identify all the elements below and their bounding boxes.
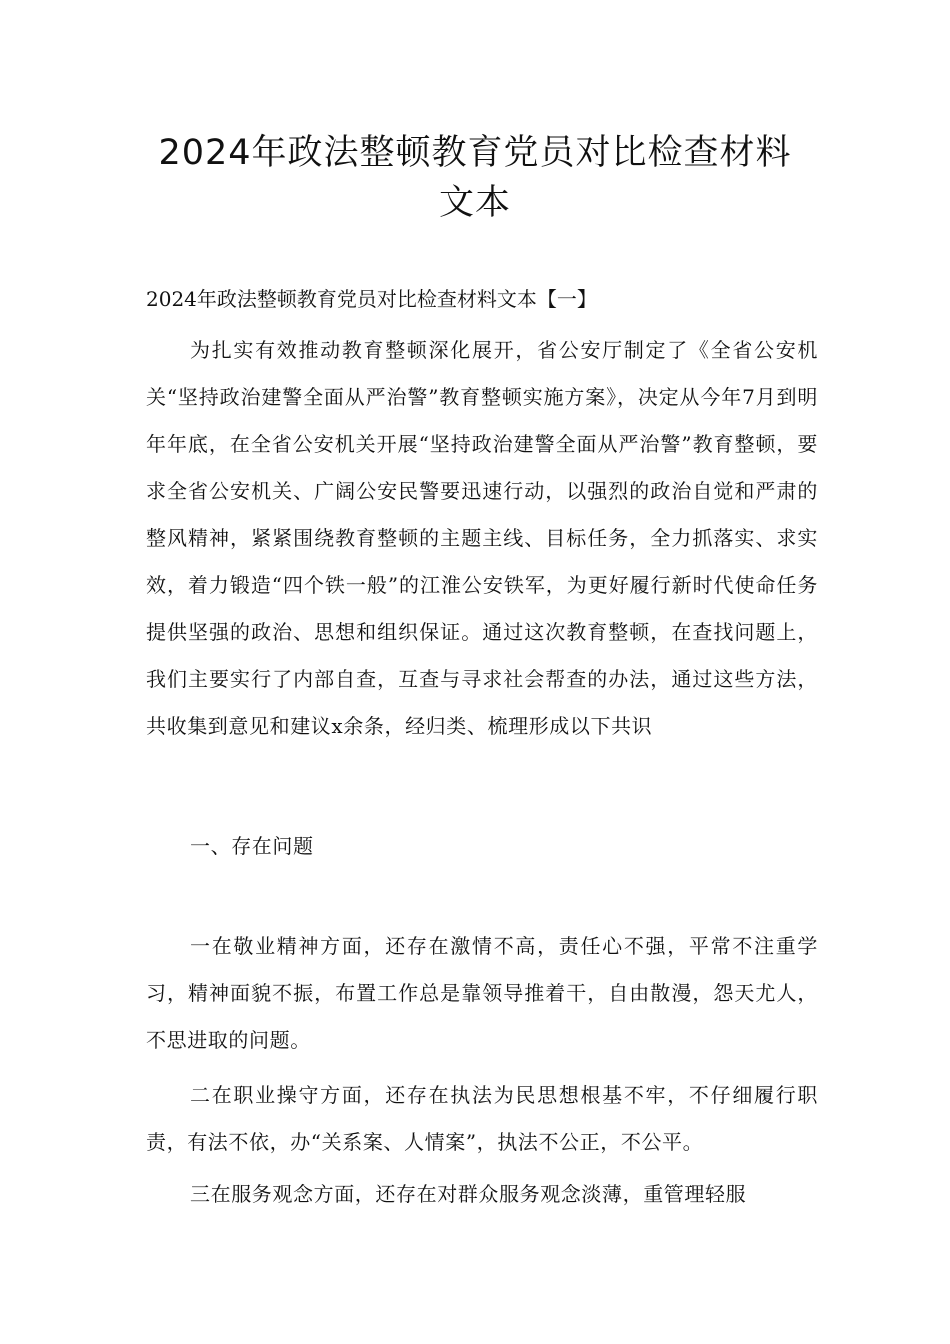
- problem-item-1: 一在敬业精神方面，还存在激情不高，责任心不强，平常不注重学习，精神面貌不振，布置工作总是靠领导推着干，自由散漫，怨天尤人，不思进取的问题。: [146, 934, 818, 1052]
- section-heading-problems: 一、存在问题: [190, 834, 314, 858]
- intro-paragraph: 为扎实有效推动教育整顿深化展开，省公安厅制定了《全省公安机关“坚持政治建警全面从严治警”教育整顿实施方案》，决定从今年7月到明年年底，在全省公安机关开展“坚持政治建警全面从严治警”教育整顿，要求全省公安机关、广阔公安民警要迅速行动，以强烈的政治自觉和严肃的整风精神，紧紧围绕教育整顿的主题主线、目标任务，全力抓落实、求实效，着力锻造“四个铁一般”的江淮公安铁军，为更好履行新时代使命任务提供坚强的政治、思想和组织保证。通过这次教育整顿，在查找问题上，我们主要实行了内部自查，互查与寻求社会帮查的办法，通过这些方法，共收集到意见和建议x余条，经归类、梳理形成以下共识: [146, 338, 818, 738]
- problem-item-2: 二在职业操守方面，还存在执法为民思想根基不牢，不仔细履行职责，有法不依，办“关系案、人情案”，执法不公正，不公平。: [146, 1083, 818, 1154]
- problem-item-3: 三在服务观念方面，还存在对群众服务观念淡薄，重管理轻服: [190, 1182, 747, 1206]
- document-subtitle: 2024年政法整顿教育党员对比检查材料文本【一】: [146, 287, 597, 311]
- document-title: [100, 128, 850, 228]
- document-title-line-1: 2024年政法整顿教育党员对比检查材料: [158, 133, 792, 173]
- document-title-line-2: 文本: [438, 183, 511, 223]
